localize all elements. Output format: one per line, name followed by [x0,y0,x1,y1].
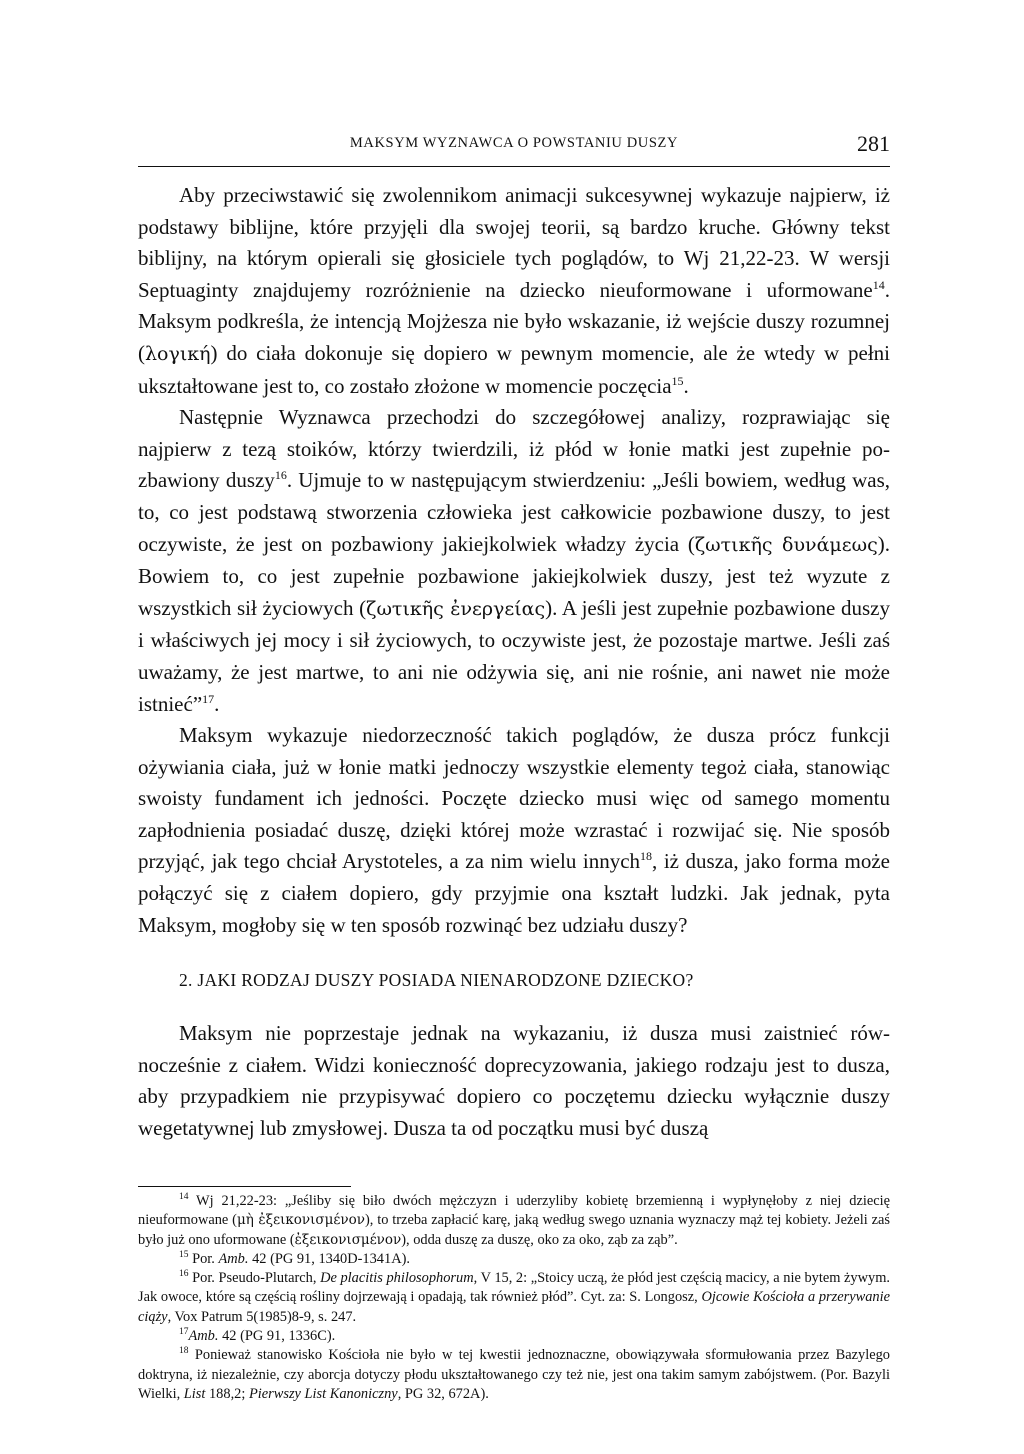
running-title: MAKSYM WYZNAWCA O POWSTANIU DUSZY [349,135,679,151]
work-title: De placitis philosophorum [320,1270,474,1287]
greek-term: λογική [145,342,211,365]
footnotes [138,1192,890,1404]
footnote-text: 42 (PG 91, 1340D-1341A). [248,1250,410,1267]
work-title: Amb. [188,1328,219,1345]
footnote-number: 18 [179,1346,189,1357]
footnote-text: , Vox Patrum 5(1985)8-9, s. 247. [167,1308,357,1325]
footnote-text: Wj 21,22-23: „Jeśliby się biło dwóch mężczyzn i uderzyliby kobietę brzemienną i wypłynęłoby z niej dziecię nieuformowane ( [138,1193,890,1229]
footnote-text: Por. Pseudo-Plutarch, [188,1270,321,1287]
page-header [138,133,890,169]
footnote-ref-16[interactable]: 16 [274,468,287,483]
text-run: . Maksym podkreśla, że intencją Mojżesza nie było wskazanie, iż wejście duszy rozumnej ( [138,277,890,365]
footnote-17 [138,1327,890,1346]
greek-term: ζωτικῆς ἐνεργείας [366,597,546,620]
text-run: . [214,691,220,716]
book-page [138,0,890,1454]
text-run: ) do ciała dokonuje się dopiero w pewnym momencie, ale że wtedy w pełni ukształtowane jest to, co zostało złożone w momencie poczęcia [138,340,890,398]
footnote-number: 14 [179,1192,189,1202]
footnote-text: , PG 32, 672A). [397,1385,489,1402]
paragraph-3 [138,720,890,941]
text-run: . Ujmuje to w następującym stwierdzeniu: „Jeśli bowiem, według was, to, co jest podstawą stworzenia człowieka jest całkowicie pozbawione duszy, to jest oczywiste, że jest on pozbawiony jakiejkolwiek władzy życia ( [138,468,890,556]
footnote-rule [138,1186,351,1187]
text-run: Następnie Wyznawca przechodzi do szczegółowej analizy, rozprawiając się najpierw z tezą stoików, którzy twierdzili, iż płód w łonie matki jest zupełnie pozbawiony duszy [138,405,890,493]
text-run: , iż dusza, jako forma może połączyć się z ciałem dopiero, gdy przyjmie ona kształt ludzki. Jak jednak, pyta Maksym, mogłoby się w ten sposób rozwinąć bez udziału duszy? [138,849,890,937]
text-run: ). A jeśli jest zupełnie pozbawione duszy i właściwych jej mocy i sił życiowych, to oczywiste jest, że pozostaje martwe. Jeśli zaś uważamy, że jest martwe, to ani nie odżywia się, ani nie rośnie, ani nawet nie może istnieć” [138,595,890,716]
footnote-text: 42 (PG 91, 1336C). [218,1328,336,1345]
text-run: Aby przeciwstawić się zwolennikom animacji sukcesywnej wykazuje najpierw, iż podstawy biblijne, które przyjęli dla swojej teorii, są bardzo kruche. Główny tekst biblijny, na którym opierali się głosiciele tych poglądów, to Wj 21,22-23. W wersji Septuaginty znajdujemy rozróżnienie na dziecko nieuformowane i uformowane [138,183,890,302]
text-run: . [683,373,689,398]
footnote-text: ), odda duszę za duszę, oko za oko, ząb za ząb”. [401,1231,678,1248]
work-title: List [183,1385,206,1402]
footnote-number: 16 [179,1269,189,1280]
page-number: 281 [857,131,890,156]
footnote-14 [138,1192,890,1250]
footnote-text: 188,2; [205,1385,249,1402]
work-title: Ojcowie Kościoła a przerywanie ciąży [138,1289,890,1325]
greek-term: μὴ ἐξεικονισμένον [236,1212,365,1229]
text-run: ). Bowiem to, co jest zupełnie pozbawione jakiejkolwiek duszy, jest też wyzute z wszystkich sił życiowych ( [138,531,890,620]
text-run: Maksym wykazuje niedorzeczność takich poglądów, że dusza prócz funkcji ożywiania ciała, już w łonie matki jednoczy wszystkie elementy tegoż ciała, stanowiąc swoisty fundament ich jedności. Poczęte dziecko musi więc od samego momentu zapłodnienia posiadać duszę, dzięki której może wzrastać i rozwijać się. Nie sposób przyjąć, jak tego chciał Arystoteles, a za nim wielu innych [138,723,890,874]
footnote-15 [138,1250,890,1269]
footnote-text: ), to trzeba zapłacić karę, jaką według swego uznania wyznaczy mąż tej kobiety. Jeżeli zaś było już ono uformowane ( [138,1212,890,1248]
footnote-number: 17 [179,1327,189,1338]
footnote-number: 15 [179,1249,189,1260]
text-run: Maksym nie poprzestaje jednak na wykazaniu, iż dusza musi zaistnieć równocześnie z ciałem. Widzi konieczność doprecyzowania, jakiego rodzaju jest to dusza, aby przypadkiem nie przypisywać dopiero co poczętemu dziecku wyłącznie duszy wegetatywnej lub zmysłowej. Dusza ta od początku musi być duszą [138,1021,890,1141]
footnote-ref-18[interactable]: 18 [640,849,653,864]
paragraph-2 [138,402,890,720]
header-rule [138,166,890,167]
footnote-ref-15[interactable]: 15 [671,373,684,388]
footnote-ref-14[interactable]: 14 [872,277,885,292]
paragraph-1 [138,180,890,402]
greek-term: ζωτικῆς δυνάμεως [694,533,878,556]
work-title: Amb. [218,1250,249,1267]
main-text [138,180,890,1145]
work-title: Pierwszy List Kanoniczny [248,1385,398,1402]
footnote-text: Por. [188,1250,219,1267]
greek-term: ἐξεικονισμένον [294,1231,402,1248]
footnote-ref-17[interactable]: 17 [202,691,215,706]
footnote-text: Ponieważ stanowisko Kościoła nie było w tej kwestii jednoznaczne, obowiązywała sformułowania przez Bazylego doktryna, iż niezależnie, czy aborcja dotyczy płodu ukształtowanego czy też nie, jest ona takim samym zabójstwem. (Por. Bazyli Wielki, [138,1347,890,1402]
paragraph-4 [138,1018,890,1144]
section-heading: 2. JAKI RODZAJ DUSZY POSIADA NIENARODZONE DZIECKO? [179,970,694,991]
footnote-16 [138,1269,890,1327]
footnote-text: , V 15, 2: „Stoicy uczą, że płód jest częścią macicy, a nie bytem żywym. Jak owoce, które są częścią rośliny dojrzewają i opadają, tak również płód”. Cyt. za: S. Longosz, [138,1270,891,1306]
footnote-18 [138,1346,890,1404]
